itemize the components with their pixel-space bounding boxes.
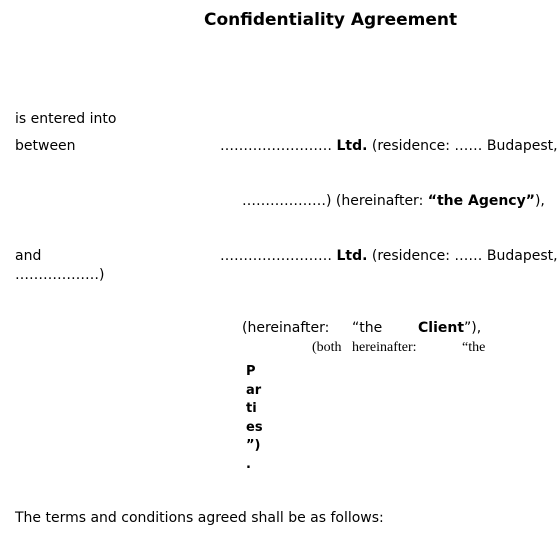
client-line2-dots: ………………) [15, 267, 105, 283]
parties-char: ar [246, 382, 262, 398]
client-name: Client [418, 320, 465, 336]
agency-dots: …………………… [220, 138, 332, 154]
both-hereinafter: hereinafter: [352, 340, 417, 355]
client-residence: (residence: …… [371, 248, 483, 264]
agency-close: ), [534, 193, 545, 209]
parties-column [246, 363, 266, 474]
client-ltd: Ltd. [336, 248, 368, 264]
both-the: “the [462, 340, 486, 355]
parties-char: P [246, 364, 256, 379]
client-close: ”), [464, 320, 482, 336]
client-city: Budapest, [486, 248, 558, 264]
client-the: “the [352, 320, 383, 336]
page-title: Confidentiality Agreement [204, 10, 458, 30]
closing-text: The terms and conditions agreed shall be as follows: [15, 510, 384, 526]
agency-line-2 [242, 193, 545, 210]
parties-char: ”) [246, 438, 261, 453]
both-label: (both [312, 340, 342, 355]
parties-char: es [246, 419, 263, 435]
agency-residence: (residence: …… [371, 138, 483, 154]
between-label: between [15, 138, 76, 154]
agency-line-1 [220, 138, 558, 155]
agency-ltd: Ltd. [336, 138, 368, 154]
agency-line2-dots: ………………) [242, 193, 332, 209]
agency-hereinafter: (hereinafter: [335, 193, 424, 209]
client-dots: …………………… [220, 248, 332, 264]
agency-name: “the Agency” [427, 193, 535, 209]
parties-char: . [246, 456, 251, 472]
client-name-line [418, 320, 481, 337]
intro-text: is entered into [15, 111, 117, 127]
agency-city: Budapest, [486, 138, 558, 154]
client-line-1 [220, 248, 558, 265]
and-label: and [15, 248, 42, 264]
parties-char: ti [246, 401, 257, 416]
client-hereinafter: (hereinafter: [242, 320, 330, 336]
